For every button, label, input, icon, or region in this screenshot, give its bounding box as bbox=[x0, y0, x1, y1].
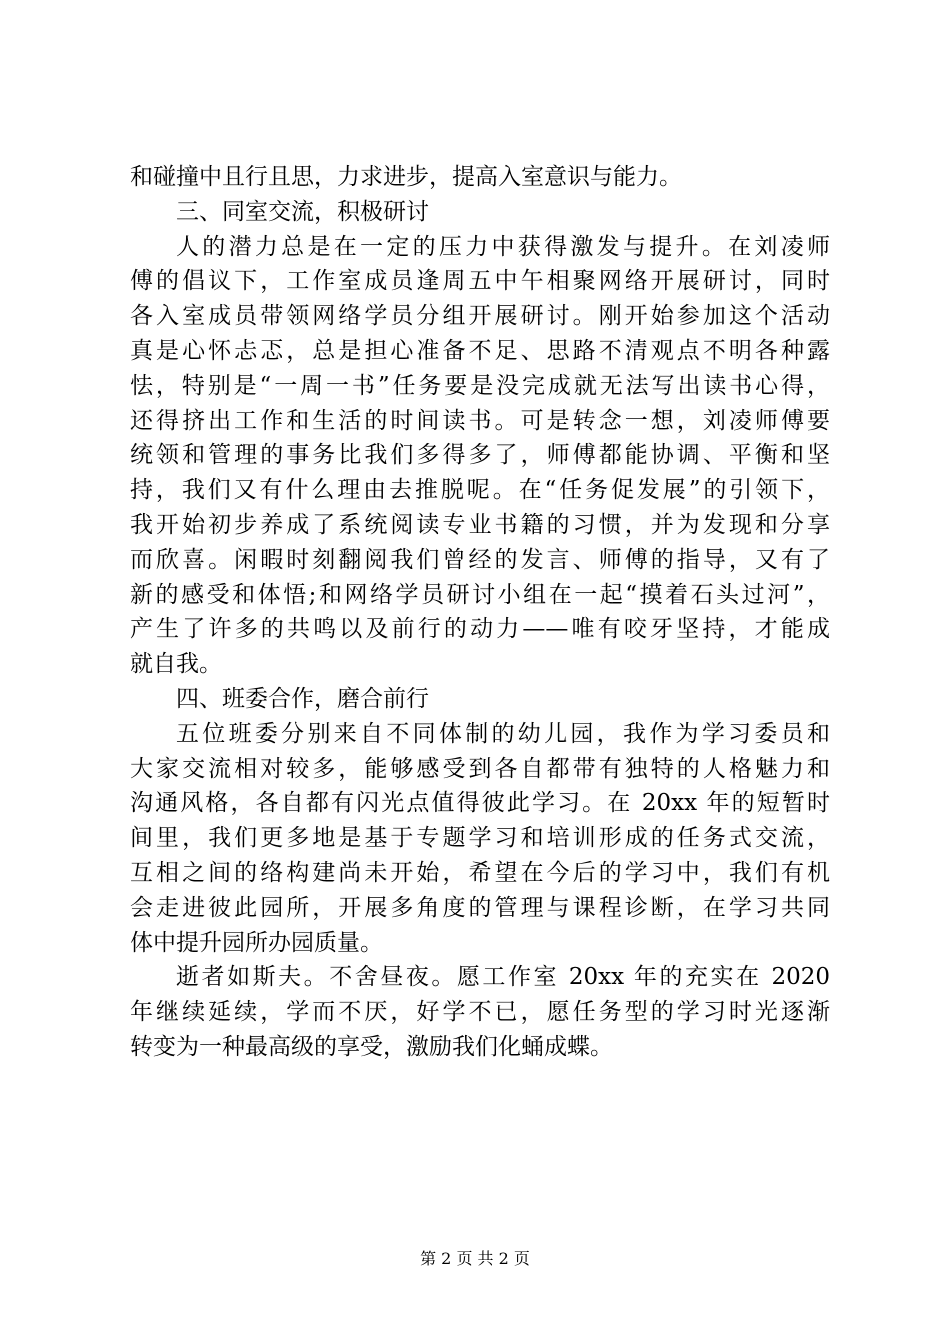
paragraph-line: 就自我。 bbox=[130, 651, 222, 678]
section-heading: 四、班委合作，磨合前行 bbox=[176, 685, 429, 712]
paragraph-line: 五位班委分别来自不同体制的幼儿园，我作为学习委员和 bbox=[176, 720, 830, 747]
paragraph-line: 间里，我们更多地是基于专题学习和培训形成的任务式交流， bbox=[130, 825, 830, 852]
paragraph-line: 互相之间的络构建尚未开始，希望在今后的学习中，我们有机 bbox=[130, 859, 830, 886]
paragraph-line: 转变为一种最高级的享受，激励我们化蛹成蝶。 bbox=[130, 1033, 613, 1060]
paragraph-line: 而欣喜。闲暇时刻翻阅我们曾经的发言、师傅的指导，又有了 bbox=[130, 546, 830, 573]
section-heading: 三、同室交流，积极研讨 bbox=[176, 198, 429, 225]
paragraph-line: 我开始初步养成了系统阅读专业书籍的习惯，并为发现和分享 bbox=[130, 511, 830, 538]
page-footer: 第 2 页 共 2 页 bbox=[420, 1249, 530, 1268]
paragraph-line: 人的潜力总是在一定的压力中获得激发与提升。在刘凌师 bbox=[176, 233, 830, 260]
paragraph-line: 年继续延续，学而不厌，好学不已，愿任务型的学习时光逐渐 bbox=[130, 999, 830, 1026]
paragraph-line: 和碰撞中且行且思，力求进步，提高入室意识与能力。 bbox=[130, 164, 682, 190]
paragraph-line: 统领和管理的事务比我们多得多了，师傅都能协调、平衡和坚 bbox=[130, 442, 830, 469]
paragraph-line: 持，我们又有什么理由去推脱呢。在“任务促发展”的引领下， bbox=[130, 477, 830, 504]
paragraph-line: 真是心怀忐忑，总是担心准备不足、思路不清观点不明各种露 bbox=[130, 337, 830, 364]
paragraph-line: 新的感受和体悟;和网络学员研讨小组在一起“摸着石头过河”， bbox=[130, 581, 830, 608]
paragraph-line: 会走进彼此园所，开展多角度的管理与课程诊断，在学习共同 bbox=[130, 894, 830, 921]
paragraph-line: 大家交流相对较多，能够感受到各自都带有独特的人格魅力和 bbox=[130, 755, 830, 782]
paragraph-line: 逝者如斯夫。不舍昼夜。愿工作室 20xx 年的充实在 2020 bbox=[176, 964, 830, 991]
paragraph-line: 各入室成员带领网络学员分组开展研讨。刚开始参加这个活动 bbox=[130, 303, 830, 330]
paragraph-line: 傅的倡议下，工作室成员逢周五中午相聚网络开展研讨，同时 bbox=[130, 268, 830, 295]
paragraph-line: 沟通风格，各自都有闪光点值得彼此学习。在 20xx 年的短暂时 bbox=[130, 790, 830, 817]
paragraph-line: 还得挤出工作和生活的时间读书。可是转念一想，刘凌师傅要 bbox=[130, 407, 830, 434]
paragraph-line: 产生了许多的共鸣以及前行的动力——唯有咬牙坚持，才能成 bbox=[130, 616, 830, 643]
document-body bbox=[130, 160, 830, 1065]
paragraph-line: 体中提升园所办园质量。 bbox=[130, 929, 383, 956]
paragraph-line: 怯，特别是“一周一书”任务要是没完成就无法写出读书心得， bbox=[130, 372, 830, 399]
